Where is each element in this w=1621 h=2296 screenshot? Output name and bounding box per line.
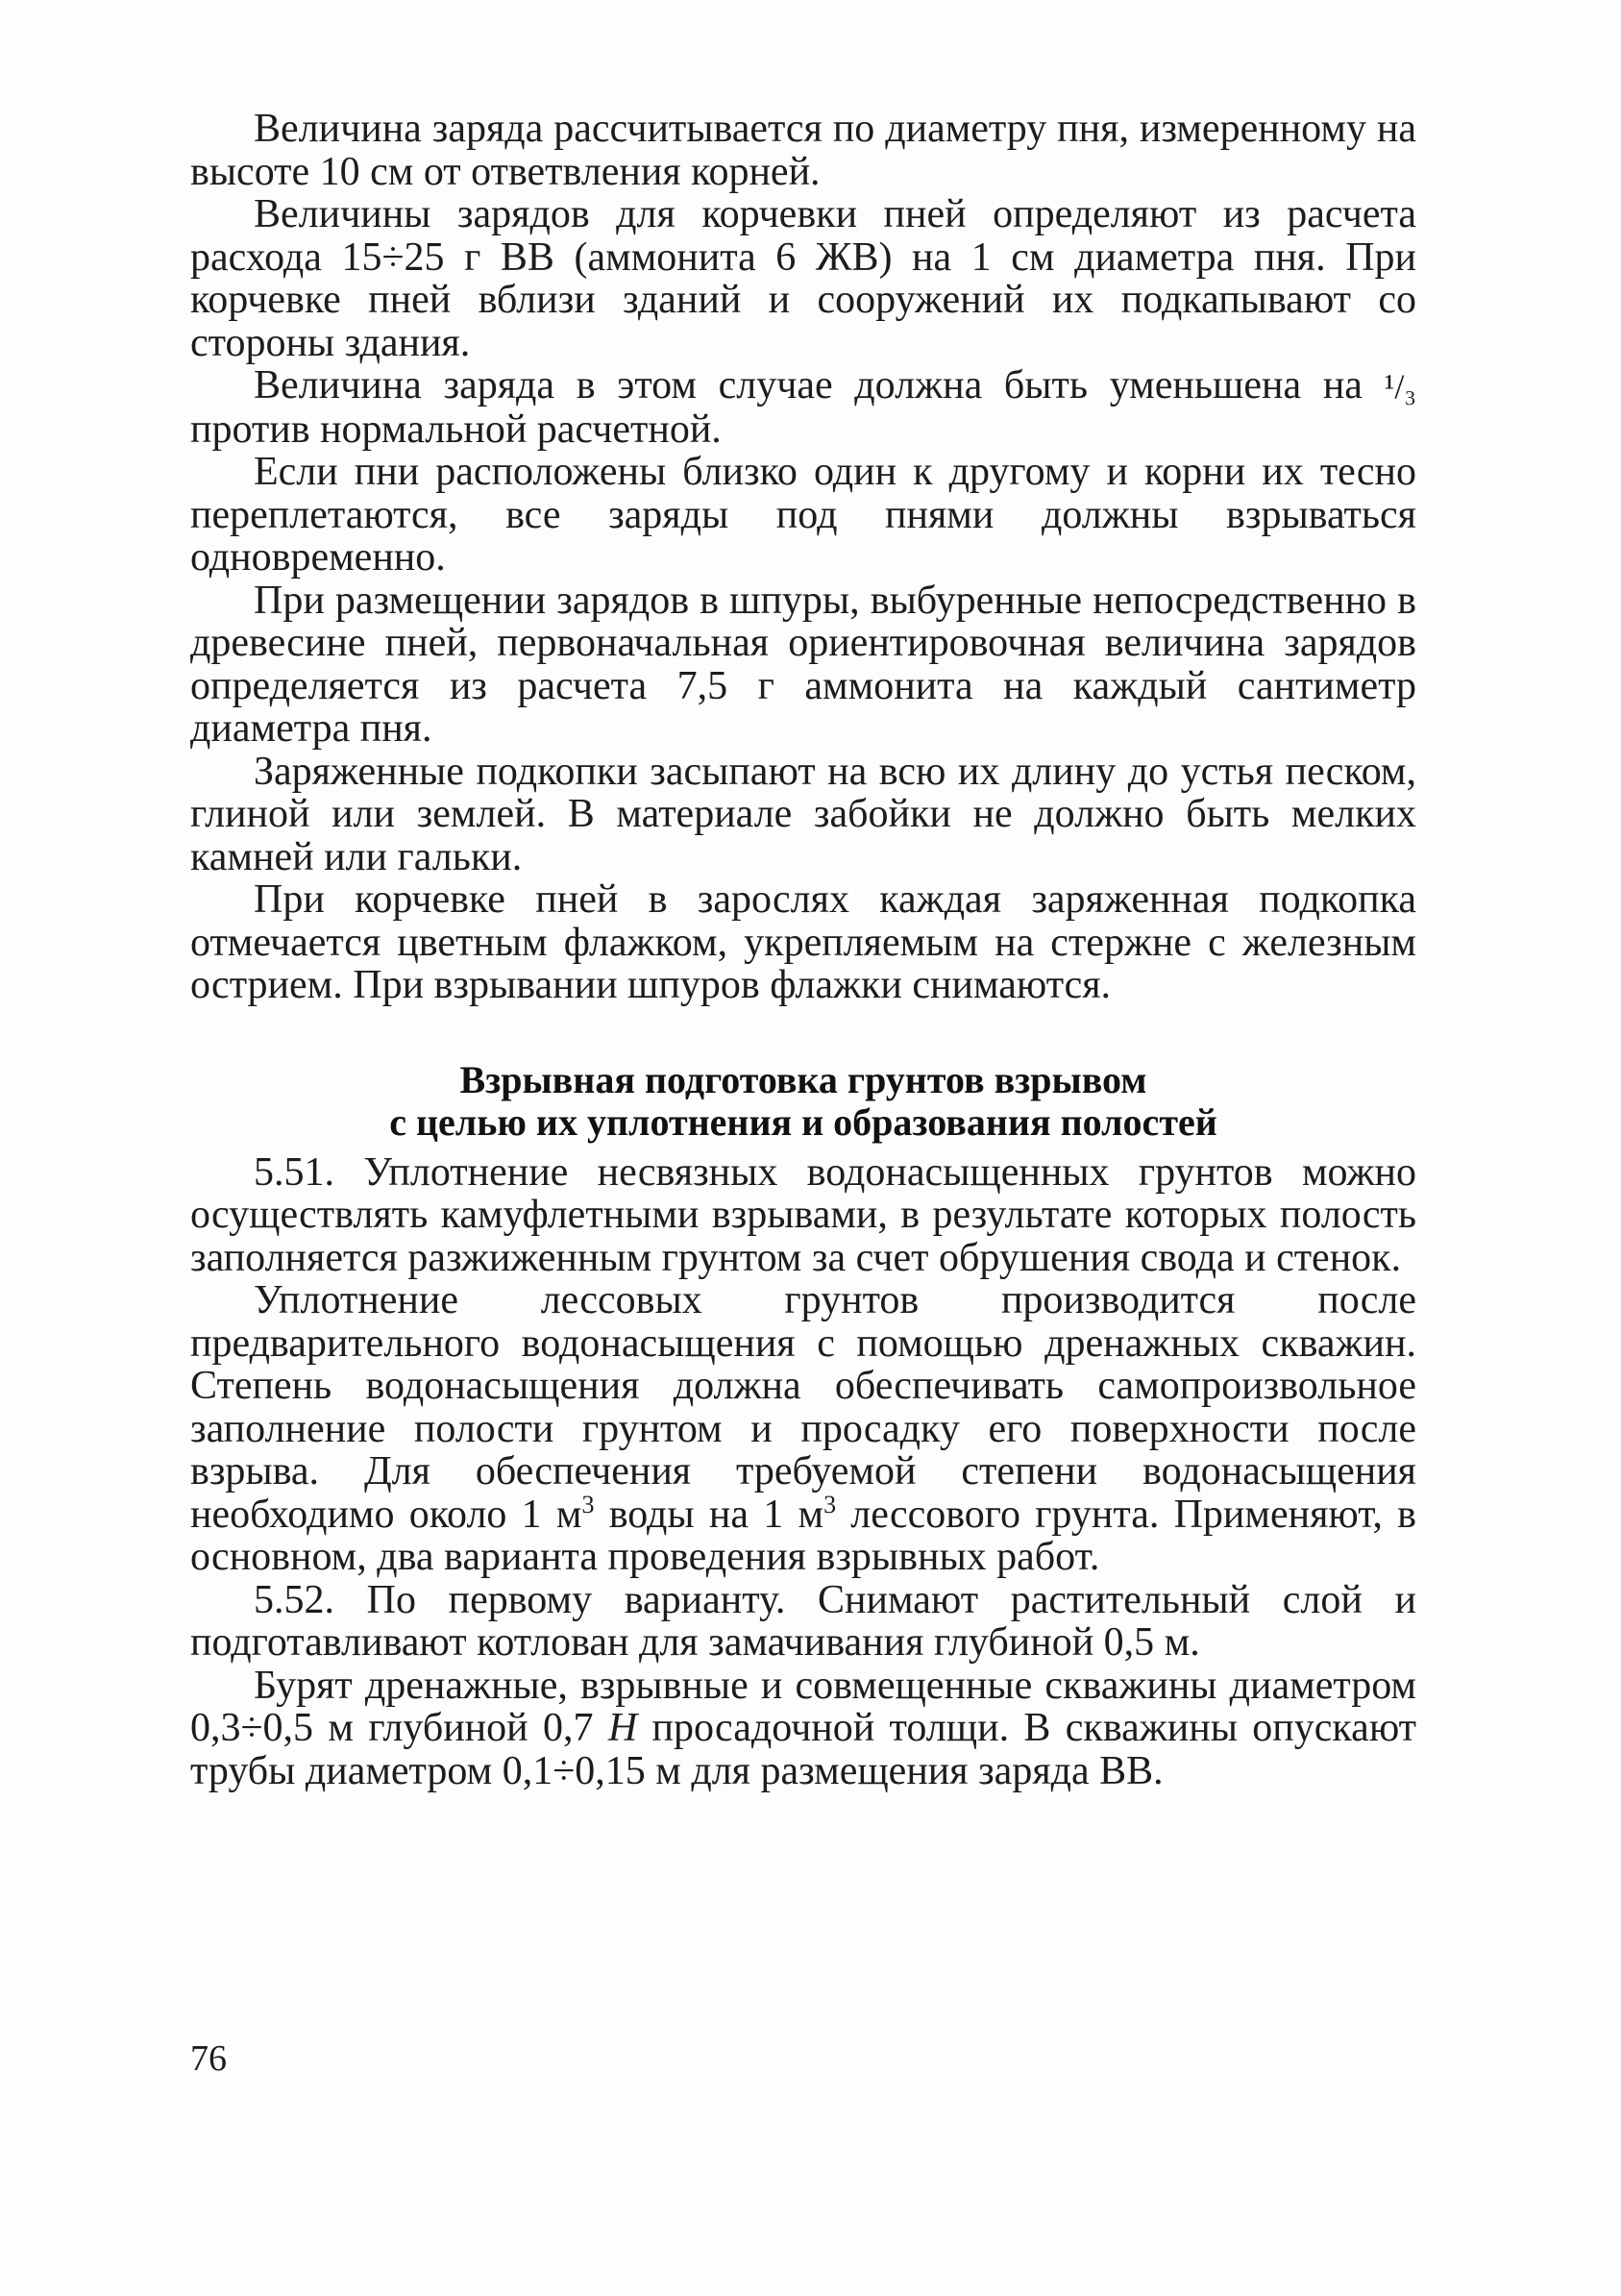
- paragraph-flag-marking: При корчевке пней в зарослях каждая заряженная подкопка отмечается цветным флажком, укрепляемым на стержне с железным острием. При взрывании шпуров флажки снимаются.: [190, 877, 1416, 1007]
- fraction-one-third: ¹/₃: [1384, 367, 1416, 406]
- drilling-text-part-1: Бурят дренажные, взрывные и совмещенные скважины диаметром 0,3÷0,5 м глубиной 0,7: [190, 1663, 1416, 1750]
- paragraph-5-52: 5.52. По первому варианту. Снимают растительный слой и подготавливают котлован для замачивания глубиной 0,5 м.: [190, 1577, 1416, 1665]
- paragraph-simultaneous-blast: Если пни расположены близко один к другому и корни их тесно переплетаются, все заряды под пнями должны взрываться одновременно.: [190, 450, 1416, 580]
- paragraph-borehole-charges: При размещении зарядов в шпуры, выбуренные непосредственно в древесине пней, первоначальная ориентировочная величина зарядов определяется из расчета 7,5 г аммонита на каждый сантиметр диаметра пня.: [190, 578, 1416, 751]
- superscript-cubic-1: 3: [581, 1490, 595, 1518]
- paragraph-charge-size: Величина заряда рассчитывается по диаметру пня, измеренному на высоте 10 см от ответвления корней.: [190, 107, 1416, 194]
- page-number: 76: [190, 2038, 227, 2079]
- superscript-cubic-2: 3: [823, 1490, 837, 1518]
- section-heading: [190, 1059, 1416, 1144]
- charge-reduction-text-before: Величина заряда в этом случае должна быть уменьшена на: [254, 363, 1385, 407]
- loess-text-part-3: лессового грунта. Применяют, в основном, два варианта проведения взрывных работ.: [190, 1492, 1416, 1579]
- paragraph-5-51: 5.51. Уплотнение несвязных водонасыщенных грунтов можно осуществлять камуфлетными взрывами, в результате которых полость заполняется разжиженным грунтом за счет обрушения свода и стенок.: [190, 1149, 1416, 1280]
- paragraph-loess-compaction: [190, 1279, 1416, 1579]
- paragraph-drilling: [190, 1665, 1416, 1793]
- section-heading-line-1: Взрывная подготовка грунтов взрывом: [459, 1057, 1147, 1101]
- text-column: [190, 108, 1416, 1792]
- paragraph-stemming: Заряженные подкопки засыпают на всю их длину до устья песком, глиной или землей. В материале забойки не должно быть мелких камней или гальки.: [190, 749, 1416, 879]
- section-heading-line-2: с целью их уплотнения и образования полостей: [389, 1099, 1217, 1144]
- drilling-text-part-2: просадочной толщи. В скважины опускают трубы диаметром 0,1÷0,15 м для размещения заряда ВВ.: [190, 1706, 1416, 1793]
- paragraph-charge-calculation: Величины зарядов для корчевки пней определяют из расчета расхода 15÷25 г ВВ (аммонита 6 ЖВ) на 1 см диаметра пня. При корчевке пней вблизи зданий и сооружений их подкапывают со стороны здания.: [190, 192, 1416, 365]
- loess-text-part-2: воды на 1 м: [594, 1492, 824, 1537]
- italic-h-symbol: H: [607, 1706, 638, 1750]
- charge-reduction-text-after: против нормальной расчетной.: [190, 407, 722, 452]
- loess-text-part-1: Уплотнение лессовых грунтов производится после предварительного водонасыщения с помощью дренажных скважин. Степень водонасыщения должна обеспечивать самопроизвольное заполнение полости грунтом и просадку его поверхности после взрыва. Для обеспечения требуемой степени водонасыщения необходимо около 1 м: [190, 1278, 1416, 1537]
- paragraph-charge-reduction: [190, 364, 1416, 451]
